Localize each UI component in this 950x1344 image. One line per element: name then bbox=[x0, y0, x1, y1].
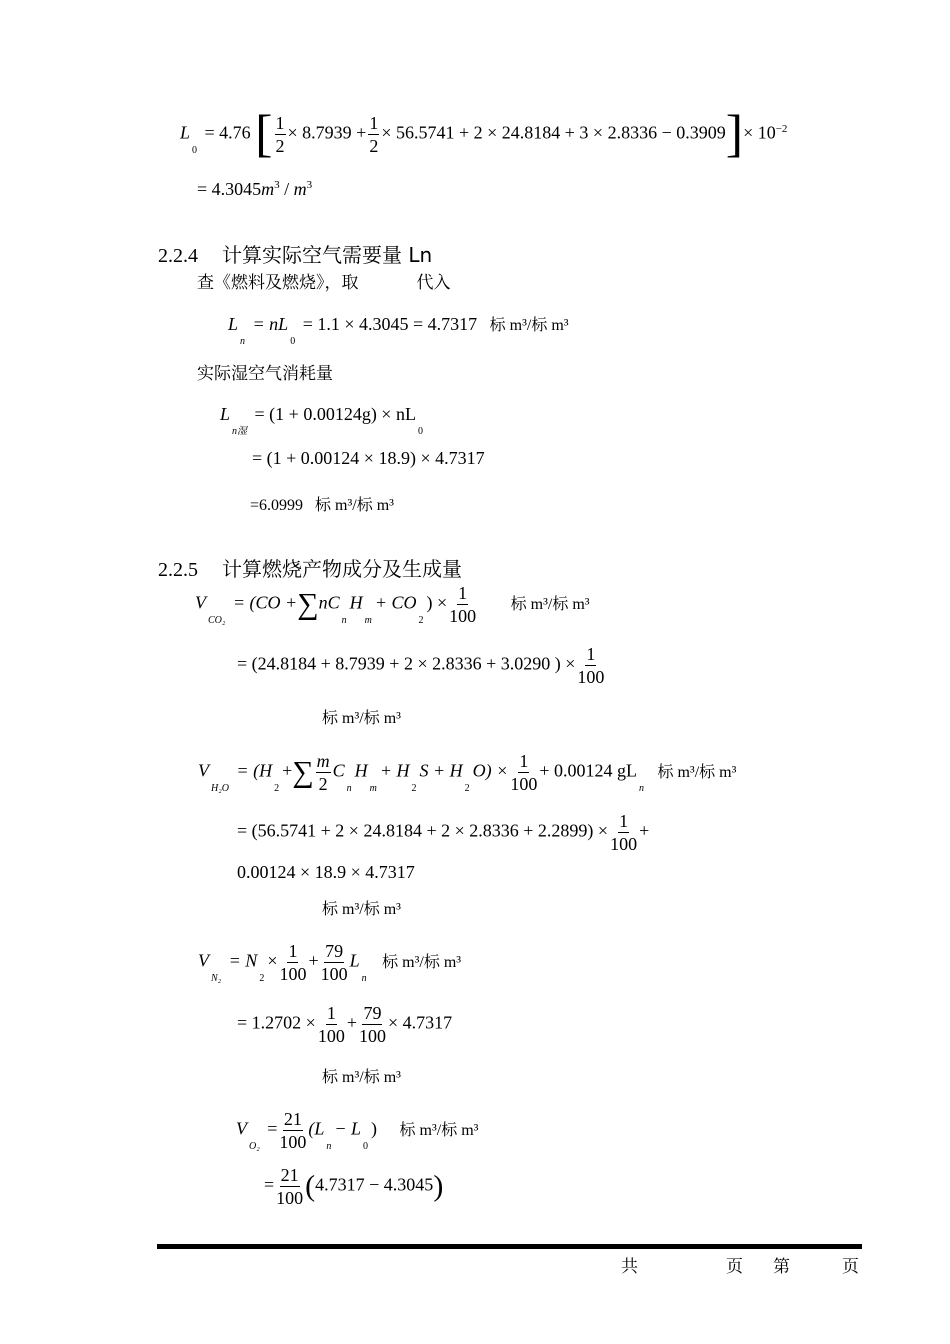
left-bracket: [ bbox=[255, 105, 273, 163]
equals-sign: = bbox=[264, 1174, 275, 1195]
frac-num: 1 bbox=[326, 1003, 336, 1023]
rhs-c: ) bbox=[371, 1118, 378, 1139]
eq-lwet-line2: = (1 + 0.00124 × 18.9) × 4.7317 bbox=[252, 448, 485, 468]
sub-n: n bbox=[240, 336, 246, 347]
fraction-1-100 bbox=[510, 750, 537, 795]
footer-ye-1: 页 bbox=[726, 1257, 743, 1277]
wet-air-label: 实际湿空气消耗量 bbox=[197, 364, 333, 384]
frac-den: 100 bbox=[510, 774, 538, 794]
eq-l0-coef: = 4.76 bbox=[204, 122, 251, 143]
eq-vo2-line2 bbox=[264, 1164, 443, 1209]
eq-lwet-value: =6.0999 bbox=[250, 497, 304, 514]
section-title: 计算燃烧产物成分及生成量 bbox=[222, 557, 462, 581]
rhs-f: S + H bbox=[419, 760, 463, 781]
sub-2: 2 bbox=[418, 614, 424, 626]
line1-a: 查《燃料及燃烧》，取 bbox=[197, 273, 359, 293]
eq-lwet-rhs: = (1 + 0.00124g) × nL bbox=[254, 404, 416, 424]
footer-rule bbox=[157, 1244, 862, 1249]
frac-num: 21 bbox=[283, 1109, 302, 1129]
eq-l0-term1: × 8.7939 + bbox=[287, 122, 367, 143]
sum-icon: ∑ bbox=[297, 587, 319, 621]
eq-vn2-tail: × 4.7317 bbox=[387, 1012, 453, 1033]
sub-n: n bbox=[341, 614, 347, 626]
eq-l0-exp: −2 bbox=[775, 122, 788, 135]
eq-vo2-lhs: V bbox=[236, 1118, 247, 1139]
equals-sign: = bbox=[267, 1118, 278, 1139]
unit-sep: / bbox=[279, 179, 294, 199]
eq-vn2-line1 bbox=[198, 940, 461, 985]
eq-vo2-line1 bbox=[236, 1108, 478, 1153]
frac-num: 1 bbox=[586, 644, 596, 664]
eq-vh2o-values: = (56.5741 + 2 × 24.8184 + 2 × 2.8336 + 2.2899) × bbox=[237, 820, 609, 841]
eq-l0-term2: × 56.5741 + 2 × 24.8184 + 3 × 2.8336 − 0.3909 bbox=[381, 122, 726, 143]
eq-vh2o-line1 bbox=[198, 750, 736, 795]
frac-num: m bbox=[316, 751, 330, 771]
footer-gong: 共 bbox=[621, 1257, 638, 1277]
sub-n: n bbox=[361, 972, 367, 984]
sub-n: n bbox=[346, 782, 352, 794]
rhs-a: = (CO + bbox=[232, 592, 298, 613]
eq-vco2-line2 bbox=[237, 643, 606, 688]
eq-l0-lhs: L bbox=[180, 122, 191, 143]
fraction-1-100 bbox=[279, 940, 306, 985]
sub-n: n bbox=[326, 1140, 332, 1152]
frac-den: 2 bbox=[275, 136, 285, 156]
frac-den: 100 bbox=[317, 1026, 345, 1046]
eq-ln-mid: = nL bbox=[252, 314, 289, 334]
eq-lwet-lhs: L bbox=[220, 404, 231, 424]
section-224-heading bbox=[158, 239, 432, 268]
eq-vn2-line2 bbox=[237, 1002, 452, 1047]
eq-l0-result-value: = 4.3045 bbox=[197, 179, 262, 199]
plus-sign: + bbox=[346, 1012, 357, 1033]
unit-label: 标 m³/标 m³ bbox=[657, 763, 737, 781]
eq-ln bbox=[228, 313, 569, 347]
fraction-21-100 bbox=[276, 1164, 303, 1209]
rhs-e: + H bbox=[379, 760, 410, 781]
rhs-c: H bbox=[349, 592, 363, 613]
unit-label: 标 m³/标 m³ bbox=[510, 595, 590, 613]
rhs-b: × bbox=[267, 950, 278, 971]
sub-o2: O₂ bbox=[249, 1140, 260, 1152]
eq-lwet-line3 bbox=[250, 492, 394, 515]
unit-label: 标 m³/标 m³ bbox=[382, 953, 462, 971]
eq-vo2-values: 4.7317 − 4.3045 bbox=[315, 1174, 434, 1195]
unit-cube: 3 bbox=[306, 179, 313, 191]
frac-num: 1 bbox=[275, 113, 285, 133]
rhs-c: C bbox=[332, 760, 345, 781]
fraction-m-2 bbox=[316, 750, 331, 795]
fraction-half-2 bbox=[368, 112, 379, 157]
plus-sign: + bbox=[639, 820, 650, 841]
section-title: 计算实际空气需要量 Ln bbox=[222, 243, 433, 267]
sub-0: 0 bbox=[417, 426, 423, 437]
rhs-e: ) × bbox=[426, 592, 448, 613]
rhs-d: + CO bbox=[374, 592, 417, 613]
left-paren: ( bbox=[305, 1169, 316, 1203]
rhs-b: − L bbox=[334, 1118, 362, 1139]
eq-vn2-lhs: V bbox=[198, 950, 209, 971]
sum-icon: ∑ bbox=[292, 755, 314, 789]
frac-den: 100 bbox=[320, 964, 348, 984]
frac-den: 100 bbox=[279, 1132, 307, 1152]
eq-vh2o-lhs: V bbox=[198, 760, 209, 781]
eq-vh2o-line2 bbox=[237, 810, 649, 855]
frac-num: 1 bbox=[619, 811, 629, 831]
sub-m: m bbox=[369, 782, 377, 794]
eq-vco2-lhs: V bbox=[195, 592, 206, 613]
section-224-line1 bbox=[197, 268, 451, 293]
rhs-d: L bbox=[349, 950, 360, 971]
frac-den: 2 bbox=[318, 774, 328, 794]
fraction-1-100 bbox=[318, 1002, 345, 1047]
eq-ln-rhs: = 1.1 × 4.3045 = 4.7317 bbox=[302, 314, 478, 334]
frac-num: 1 bbox=[519, 751, 529, 771]
eq-l0-line1 bbox=[180, 105, 788, 163]
line1-b: 代入 bbox=[416, 273, 451, 293]
eq-l0-result bbox=[197, 178, 312, 203]
frac-den: 100 bbox=[449, 606, 477, 626]
frac-num: 1 bbox=[288, 941, 298, 961]
rhs-b: + bbox=[282, 760, 293, 781]
unit-label: 标 m³/标 m³ bbox=[315, 497, 394, 514]
eq-vco2-values: = (24.8184 + 8.7939 + 2 × 2.8336 + 3.0290 ) × bbox=[237, 653, 576, 674]
eq-vco2-line1 bbox=[195, 582, 590, 627]
sub-nwet: n湿 bbox=[232, 426, 248, 437]
frac-num: 1 bbox=[369, 113, 379, 133]
eq-lwet-line1 bbox=[220, 403, 426, 437]
frac-den: 100 bbox=[358, 1026, 386, 1046]
frac-num: 79 bbox=[325, 941, 344, 961]
rhs-b: nC bbox=[318, 592, 340, 613]
sub-co2: CO₂ bbox=[208, 614, 226, 626]
eq-vn2-values: = 1.2702 × bbox=[237, 1012, 316, 1033]
fraction-1-100 bbox=[449, 582, 476, 627]
rhs-d: H bbox=[354, 760, 368, 781]
eq-vh2o-line3: 0.00124 × 18.9 × 4.7317 bbox=[237, 862, 415, 882]
sub-2: 2 bbox=[259, 972, 265, 984]
eq-l0-tail: × 10 bbox=[743, 122, 776, 143]
rhs-c: + bbox=[308, 950, 319, 971]
eq-ln-lhs: L bbox=[228, 314, 239, 334]
right-paren: ) bbox=[433, 1169, 444, 1203]
unit-m: m bbox=[293, 179, 307, 199]
unit-label: 标 m³/标 m³ bbox=[399, 1121, 479, 1139]
rhs-a: = N bbox=[228, 950, 258, 971]
frac-den: 2 bbox=[369, 136, 379, 156]
frac-num: 1 bbox=[458, 583, 468, 603]
sub-h2o: H₂O bbox=[211, 782, 229, 794]
fraction-1-100 bbox=[610, 810, 637, 855]
sub-m: m bbox=[364, 614, 372, 626]
frac-den: 100 bbox=[276, 1188, 304, 1208]
sub-0: 0 bbox=[363, 1140, 369, 1152]
fraction-79-100 bbox=[359, 1002, 386, 1047]
section-number: 2.2.5 bbox=[158, 559, 198, 581]
fraction-1-100 bbox=[577, 643, 604, 688]
sub-n2: N₂ bbox=[211, 972, 222, 984]
section-number: 2.2.4 bbox=[158, 245, 198, 267]
sub-2: 2 bbox=[464, 782, 470, 794]
eq-vh2o-unit: 标 m³/标 m³ bbox=[322, 901, 401, 918]
rhs-h: + 0.00124 gL bbox=[539, 760, 637, 781]
frac-den: 100 bbox=[577, 667, 605, 687]
footer-di: 第 bbox=[773, 1257, 790, 1277]
section-225-heading bbox=[158, 553, 462, 582]
eq-vn2-unit: 标 m³/标 m³ bbox=[322, 1069, 401, 1086]
rhs-a: (L bbox=[308, 1118, 325, 1139]
frac-num: 79 bbox=[363, 1003, 382, 1023]
fraction-half-1 bbox=[275, 112, 286, 157]
eq-l0-sub: 0 bbox=[192, 144, 198, 156]
footer-ye-2: 页 bbox=[842, 1257, 859, 1277]
unit-cube: 3 bbox=[274, 179, 280, 191]
unit-label: 标 m³/标 m³ bbox=[489, 317, 569, 334]
sub-2: 2 bbox=[411, 782, 417, 794]
sub-2: 2 bbox=[274, 782, 280, 794]
rhs-g: O) × bbox=[472, 760, 509, 781]
frac-den: 100 bbox=[279, 964, 307, 984]
frac-den: 100 bbox=[610, 834, 638, 854]
frac-num: 21 bbox=[280, 1165, 299, 1185]
rhs-a: = (H bbox=[236, 760, 273, 781]
right-bracket: ] bbox=[725, 105, 744, 163]
eq-vco2-unit: 标 m³/标 m³ bbox=[322, 710, 401, 727]
sub-0: 0 bbox=[290, 336, 296, 347]
fraction-21-100 bbox=[279, 1108, 306, 1153]
unit-m: m bbox=[261, 179, 275, 199]
sub-n: n bbox=[638, 782, 644, 794]
fraction-79-100 bbox=[321, 940, 348, 985]
